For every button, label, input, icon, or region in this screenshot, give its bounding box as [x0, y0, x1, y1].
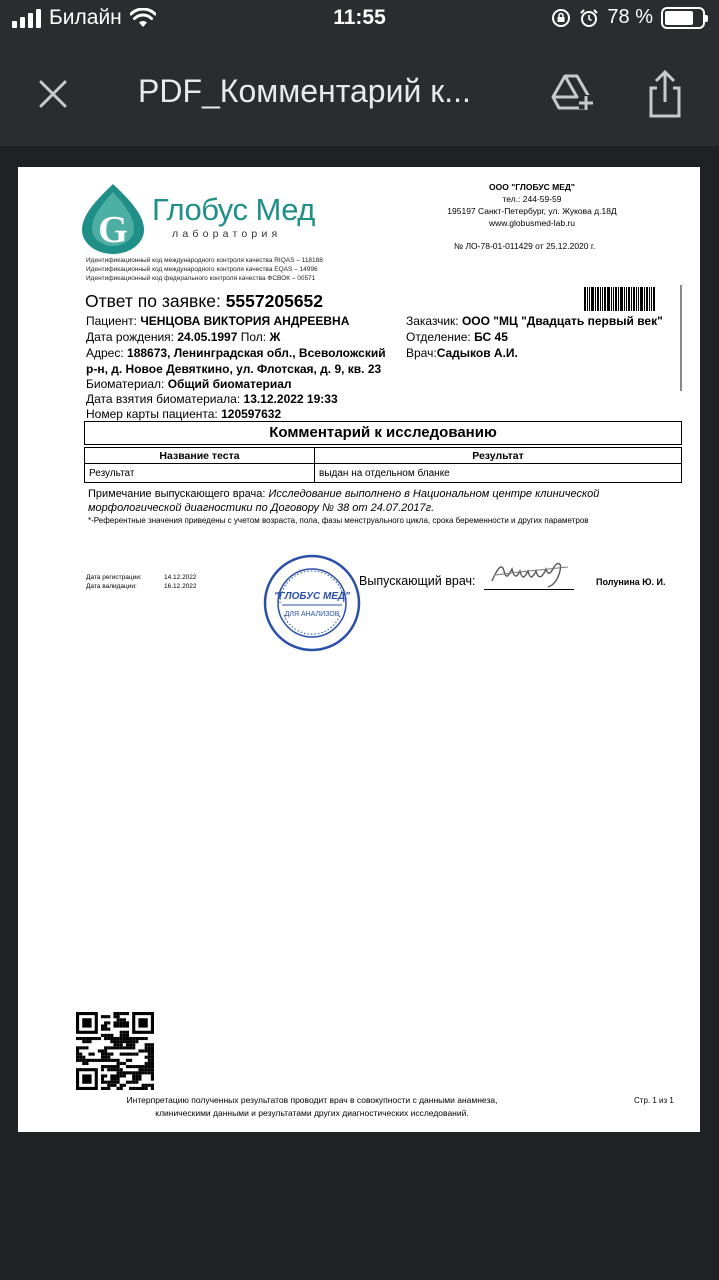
page-number: Стр. 1 из 1 [634, 1096, 674, 1105]
patient-address-row [86, 346, 386, 360]
referring-doctor-row [406, 346, 518, 360]
dob-label: Дата рождения: [86, 330, 174, 344]
section-title: Комментарий к исследованию [84, 421, 682, 445]
share-icon[interactable] [640, 66, 690, 120]
lab-license: № ЛО-78-01-011429 от 25.12.2020 г. [454, 241, 596, 251]
stamp-bottom-text: ДЛЯ АНАЛИЗОВ [284, 611, 340, 618]
customer-value: ООО "МЦ "Двадцать первый век" [461, 314, 663, 328]
add-to-drive-button[interactable] [548, 68, 598, 118]
lab-logo-name: Глобус Мед [152, 192, 315, 227]
address-line-1: 188673, Ленинградская обл., Всеволожский [127, 346, 386, 360]
issuing-doctor-note [88, 487, 599, 515]
registration-value: 14.12.2022 [164, 574, 197, 581]
column-test-name: Название теста [85, 448, 315, 464]
registration-label: Дата регистрации: [86, 574, 142, 581]
alarm-icon [579, 8, 599, 28]
sample-date-value: 13.12.2022 19:33 [243, 392, 338, 406]
patient-name-label: Пациент: [86, 314, 138, 328]
patient-address-row-2 [86, 362, 381, 376]
divider-line [680, 285, 682, 391]
patient-dob-row [86, 330, 280, 344]
battery-percent: 78 % [607, 6, 653, 28]
order-header [85, 291, 323, 312]
issuing-doctor-label: Выпускающий врач: [359, 574, 476, 588]
order-number: 5557205652 [225, 291, 324, 311]
globus-med-logo-icon [80, 182, 146, 256]
close-icon[interactable] [38, 79, 68, 109]
add-to-drive-icon[interactable] [548, 68, 598, 118]
battery-fill [665, 11, 693, 25]
lab-phone: тел.: 244-59-59 [502, 194, 562, 204]
results-table-header [85, 448, 682, 464]
status-bar [0, 0, 719, 40]
biomaterial-row [86, 377, 292, 391]
department-label: Отделение: [406, 330, 471, 344]
signature-line [484, 589, 574, 590]
department-value: БС 45 [474, 330, 508, 344]
interpretation-line-2: клиническими данными и результатами других диагностических исследований. [155, 1108, 469, 1118]
results-table [84, 447, 682, 483]
lab-stamp-seal [262, 553, 362, 653]
sex-label: Пол: [240, 330, 267, 344]
lab-logo-subtitle: лаборатория [172, 228, 282, 240]
sex-value: Ж [269, 330, 281, 344]
address-line-2: р-н, д. Новое Девяткино, ул. Флотская, д. 9, кв. 23 [86, 362, 382, 376]
quality-id-riqas: Идентификационный код международного контроля качества RIQAS – 118188 [86, 257, 323, 264]
customer-row [406, 314, 663, 328]
cell-test-name: Результат [85, 464, 315, 483]
pdf-page [18, 167, 700, 1132]
referring-doctor-label: Врач: [406, 346, 437, 360]
sample-date-row [86, 392, 338, 406]
lab-contact-block [418, 181, 646, 229]
qr-code [76, 1012, 154, 1090]
card-number-row [86, 407, 281, 421]
battery-icon [661, 7, 705, 29]
patient-name: ЧЕНЦОВА ВИКТОРИЯ АНДРЕЕВНА [140, 314, 350, 328]
viewer-toolbar [0, 40, 719, 146]
validation-label: Дата валидации: [86, 583, 137, 590]
status-right [551, 6, 705, 29]
column-result: Результат [315, 448, 682, 464]
interpretation-note [72, 1094, 552, 1120]
lab-address: 195197 Санкт-Петербург, ул. Жукова д.18Д [447, 206, 617, 216]
patient-name-row [86, 314, 349, 328]
sample-date-label: Дата взятия биоматериала: [86, 392, 241, 406]
stamp-center-text: "ГЛОБУС МЕД" [274, 591, 350, 602]
doctor-signature [488, 557, 574, 591]
share-button[interactable] [640, 66, 690, 120]
validation-value: 16.12.2022 [164, 583, 197, 590]
card-label: Номер карты пациента: [86, 407, 218, 421]
address-label: Адрес: [86, 346, 124, 360]
referring-doctor-value: Садыков А.И. [436, 346, 518, 360]
quality-id-eqas: Идентификационный код международного контроля качества EQAS – 14996 [86, 266, 318, 273]
close-button[interactable] [30, 74, 76, 114]
order-label: Ответ по заявке: [85, 291, 221, 311]
note-label: Примечание выпускающего врача: [88, 488, 266, 500]
customer-label: Заказчик: [406, 314, 459, 328]
card-value: 120597632 [221, 407, 282, 421]
document-title: PDF_Комментарий к... [138, 73, 471, 109]
note-text-2: морфологической диагностики по Договору № 38 от 24.07.2017г. [88, 502, 435, 514]
department-row [406, 330, 508, 344]
lab-website: www.globusmed-lab.ru [489, 218, 575, 228]
dob-value: 24.05.1997 [177, 330, 238, 344]
quality-id-fsvok: Идентификационный код федерального контроля качества ФСВОК – 00571 [86, 275, 316, 282]
cell-result: выдан на отдельном бланке [315, 464, 682, 483]
clock: 11:55 [333, 6, 386, 29]
orientation-lock-icon [551, 8, 571, 28]
registration-date-row [86, 574, 197, 581]
svg-text:G: G [98, 209, 128, 251]
carrier-name: Билайн [49, 6, 122, 29]
note-text-1: Исследование выполнено в Национальном центре клинической [268, 488, 600, 500]
table-row [85, 464, 682, 483]
biomaterial-label: Биоматериал: [86, 377, 165, 391]
issuing-doctor-name: Полунина Ю. И. [596, 577, 666, 587]
lab-company: ООО "ГЛОБУС МЕД" [489, 182, 575, 192]
reference-note: *-Референтные значения приведены с учетом возраста, пола, фазы менструального цикла, срока беременности и других параметров [88, 516, 589, 525]
validation-date-row [86, 583, 197, 590]
interpretation-line-1: Интерпретацию полученных результатов проводит врач в совокупности с данными анамнеза, [126, 1095, 498, 1105]
order-barcode [584, 287, 662, 311]
biomaterial-value: Общий биоматериал [167, 377, 292, 391]
